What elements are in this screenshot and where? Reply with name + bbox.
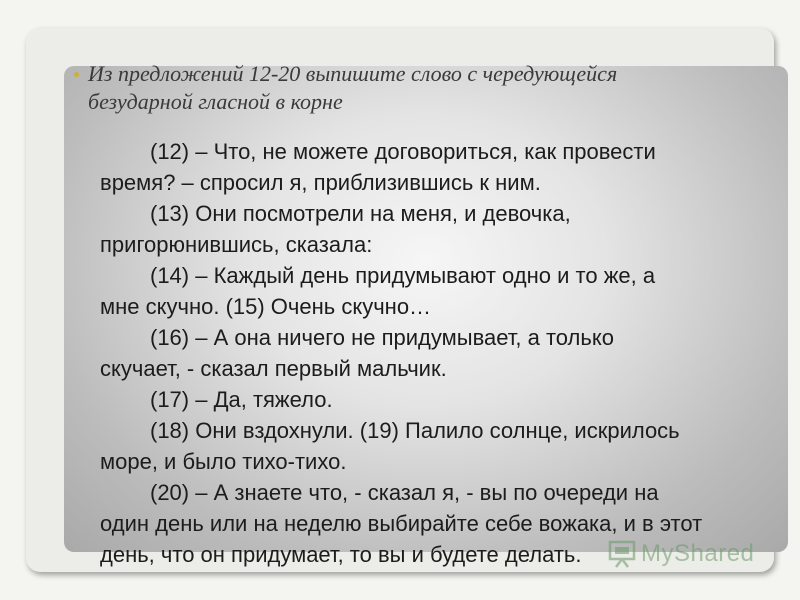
watermark-text: MyShared (641, 540, 755, 567)
paragraph-16-line-2: скучает, - сказал первый мальчик. (100, 356, 447, 381)
slide-heading (88, 60, 778, 116)
paragraph-13-line-1: (13) Они посмотрели на меня, и девочка, (150, 201, 571, 226)
slide (26, 28, 774, 572)
text-passage (100, 136, 800, 570)
paragraph-18-line-2: море, и было тихо-тихо. (100, 449, 347, 474)
paragraph-14-line-2: мне скучно. (15) Очень скучно… (100, 294, 432, 319)
paragraph-12-line-1: (12) – Что, не можете договориться, как провести (150, 139, 656, 164)
bullet-icon (74, 72, 79, 77)
paragraph-17-line-1: (17) – Да, тяжело. (150, 387, 333, 412)
paragraph-16-line-1: (16) – А она ничего не придумывает, а только (150, 325, 614, 350)
watermark (607, 536, 754, 572)
heading-line-2: безударной гласной в корне (88, 89, 343, 114)
paragraph-20-line-1: (20) – А знаете что, - сказал я, - вы по очереди на (150, 480, 659, 505)
paragraph-14-line-1: (14) – Каждый день придумывают одно и то же, а (150, 263, 656, 288)
paragraph-20-line-2: один день или на неделю выбирайте себе вожака, и в этот (100, 511, 703, 536)
heading-line-1: Из предложений 12-20 выпишите слово с чередующейся (88, 61, 618, 86)
paragraph-13-line-2: пригорюнившись, сказала: (100, 232, 373, 257)
paragraph-20-line-3: день, что он придумает, то вы и будете делать. (100, 542, 582, 567)
paragraph-18-line-1: (18) Они вздохнули. (19) Палило солнце, искрилось (150, 418, 680, 443)
presentation-icon (607, 539, 637, 569)
paragraph-12-line-2: время? – спросил я, приблизившись к ним. (100, 170, 541, 195)
